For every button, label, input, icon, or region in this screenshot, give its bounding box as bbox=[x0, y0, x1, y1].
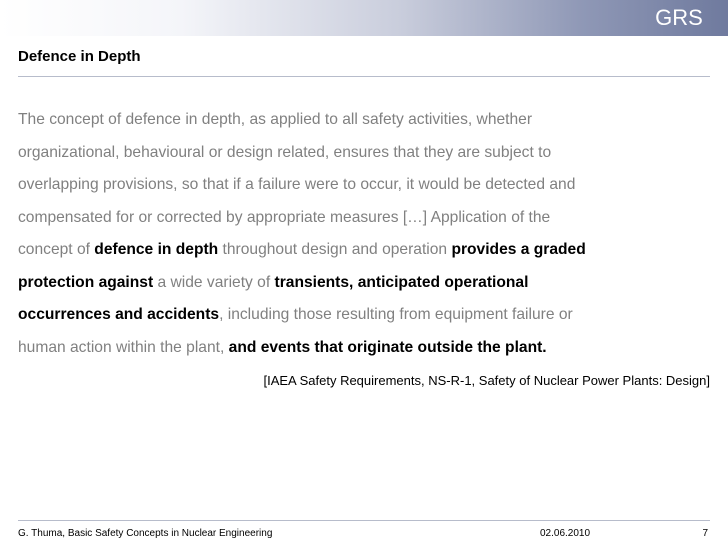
page-number: 7 bbox=[702, 528, 708, 539]
header-band bbox=[0, 0, 728, 36]
citation: [IAEA Safety Requirements, NS-R-1, Safety of Nuclear Power Plants: Design] bbox=[263, 373, 710, 388]
emphasis-text: and events that originate outside the plant. bbox=[228, 338, 547, 356]
emphasis-text: occurrences and accidents bbox=[18, 306, 220, 323]
body-line bbox=[18, 137, 718, 170]
emphasis-text: provides a graded bbox=[451, 241, 586, 258]
body-line bbox=[18, 299, 718, 332]
body-text-segment: human action within the plant, bbox=[18, 338, 229, 356]
body-line bbox=[18, 202, 718, 235]
body-line bbox=[18, 332, 718, 365]
body-line bbox=[18, 169, 718, 202]
body-line bbox=[18, 104, 718, 137]
body-text-segment: a wide variety of bbox=[153, 273, 275, 291]
body-line bbox=[18, 267, 718, 300]
body-text-segment: The concept of defence in depth, as applied to all safety activities, whether bbox=[18, 111, 533, 128]
body-text-segment: , including those resulting from equipment failure or bbox=[219, 306, 573, 323]
body-line bbox=[18, 234, 718, 267]
body-text-segment: overlapping provisions, so that if a failure were to occur, it would be detected and bbox=[18, 176, 576, 193]
footer-date: 02.06.2010 bbox=[540, 528, 591, 539]
footer-divider bbox=[18, 520, 710, 521]
footer-author: G. Thuma, Basic Safety Concepts in Nuclear Engineering bbox=[18, 528, 273, 539]
emphasis-text: defence in depth bbox=[94, 241, 219, 258]
body-text-segment: throughout design and operation bbox=[218, 241, 452, 258]
title-divider bbox=[18, 76, 710, 77]
emphasis-text: transients, anticipated operational bbox=[274, 273, 529, 291]
body-text-segment: concept of bbox=[18, 241, 95, 258]
emphasis-text: protection against bbox=[18, 273, 154, 291]
slide-title: Defence in Depth bbox=[18, 48, 141, 65]
grs-logo bbox=[648, 4, 710, 30]
svg-text:GRS: GRS bbox=[655, 5, 703, 30]
body-paragraph bbox=[18, 104, 718, 364]
body-text-segment: organizational, behavioural or design related, ensures that they are subject to bbox=[18, 143, 552, 161]
body-text-segment: compensated for or corrected by appropriate measures […] Application of the bbox=[18, 208, 551, 226]
